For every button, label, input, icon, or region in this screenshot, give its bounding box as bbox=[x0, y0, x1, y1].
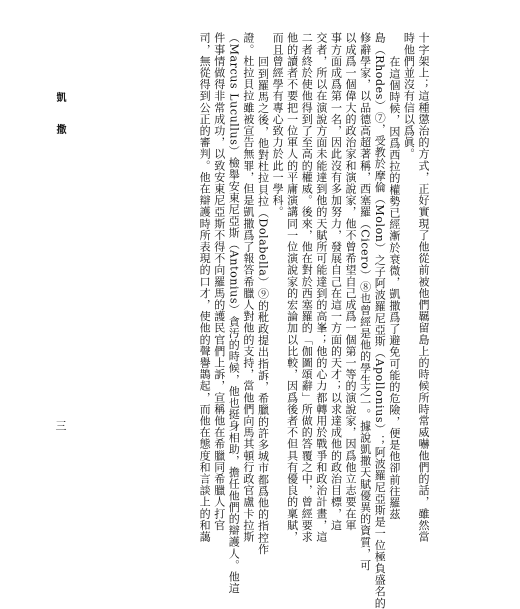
text-line: 他的讀者不要把一位軍人的平庸演講同一位演說家的宏論加以比較，因爲後者不但具有優良的稟賦， bbox=[285, 32, 299, 543]
text-line: 在這個時候，因爲西拉的權勢已經漸於衰微，凱撒爲了避免可能的危險，便是他卻前往羅茲 bbox=[387, 56, 401, 520]
text-line: （Marcus Lucullus）檢舉安東尼亞斯（Antonius）貪汚的時候，他也挺身相助，擔任他們的辯護人。他這 bbox=[227, 32, 241, 595]
text-line: 事方面成爲第一名，因此沒有多加努力，發展自己在這一方面的天才；以求達成他的政治目標，這 bbox=[329, 32, 343, 531]
text-line: 件事情做得非常成功，以致安東尼亞斯不得不向羅馬的護民官們上訴，宣稱他在希臘同希臘人打官 bbox=[212, 32, 226, 531]
text-line: 二者終於使他得到了至高的權威。後來，他在對於西塞羅的「伽圖頌辭」所做的答覆之中，曾經要求 bbox=[300, 32, 314, 543]
text-line: 以成爲一個偉大的政治家和演說家，他不曾希望自己成爲一個第一等的演說家，因爲他立志要在軍 bbox=[344, 32, 358, 531]
text-line: 交者，所以在演說方面未能達到他的天賦所可能達到的高峯；他的心力都轉用於戰爭和政治計畫，這 bbox=[314, 32, 328, 543]
text-line: 回到羅馬之後，他對杜拉貝拉（Dolabella）⑨的秕政提出指訴，希臘的許多城市都爲他的指控作 bbox=[256, 56, 270, 555]
text-line: 十字架上；這種懲治的方式，正好實現了他從前被他們羈留島上的時候所時常威嚇他們的話，雖然當 bbox=[417, 32, 430, 543]
body-text bbox=[197, 32, 431, 609]
text-line: 司，無從得到公正的審判。他在辯護時所表現的口才，使他的聲譽鵲起，而他在態度和言談上的和藹 bbox=[198, 32, 212, 543]
text-line: 證。杜拉貝拉雖被宣告無罪，但是凱撒爲了報答希臘人對他的支持，當他們向馬其頓行政官盧卡拉斯 bbox=[241, 32, 255, 543]
text-line: 修辭學家，以品德高超著稱，西塞羅（Cicero）⑧也曾經是他的學生之一。據說凱撒天賦優異的資質，可 bbox=[358, 32, 372, 571]
page-number: 三 bbox=[54, 420, 67, 431]
running-head: 凱撒 bbox=[54, 92, 65, 156]
text-line: 島（Rhodes）⑦，受教於摩倫（Molon）之子阿波羅尼亞斯（Apollonius）；阿波羅尼亞斯是一位極負盛名的 bbox=[373, 32, 387, 609]
text-line: 而且曾經學有專心致力於此一學科。 bbox=[271, 32, 285, 218]
text-line: 時他們並沒有信以爲眞。 bbox=[402, 32, 416, 160]
